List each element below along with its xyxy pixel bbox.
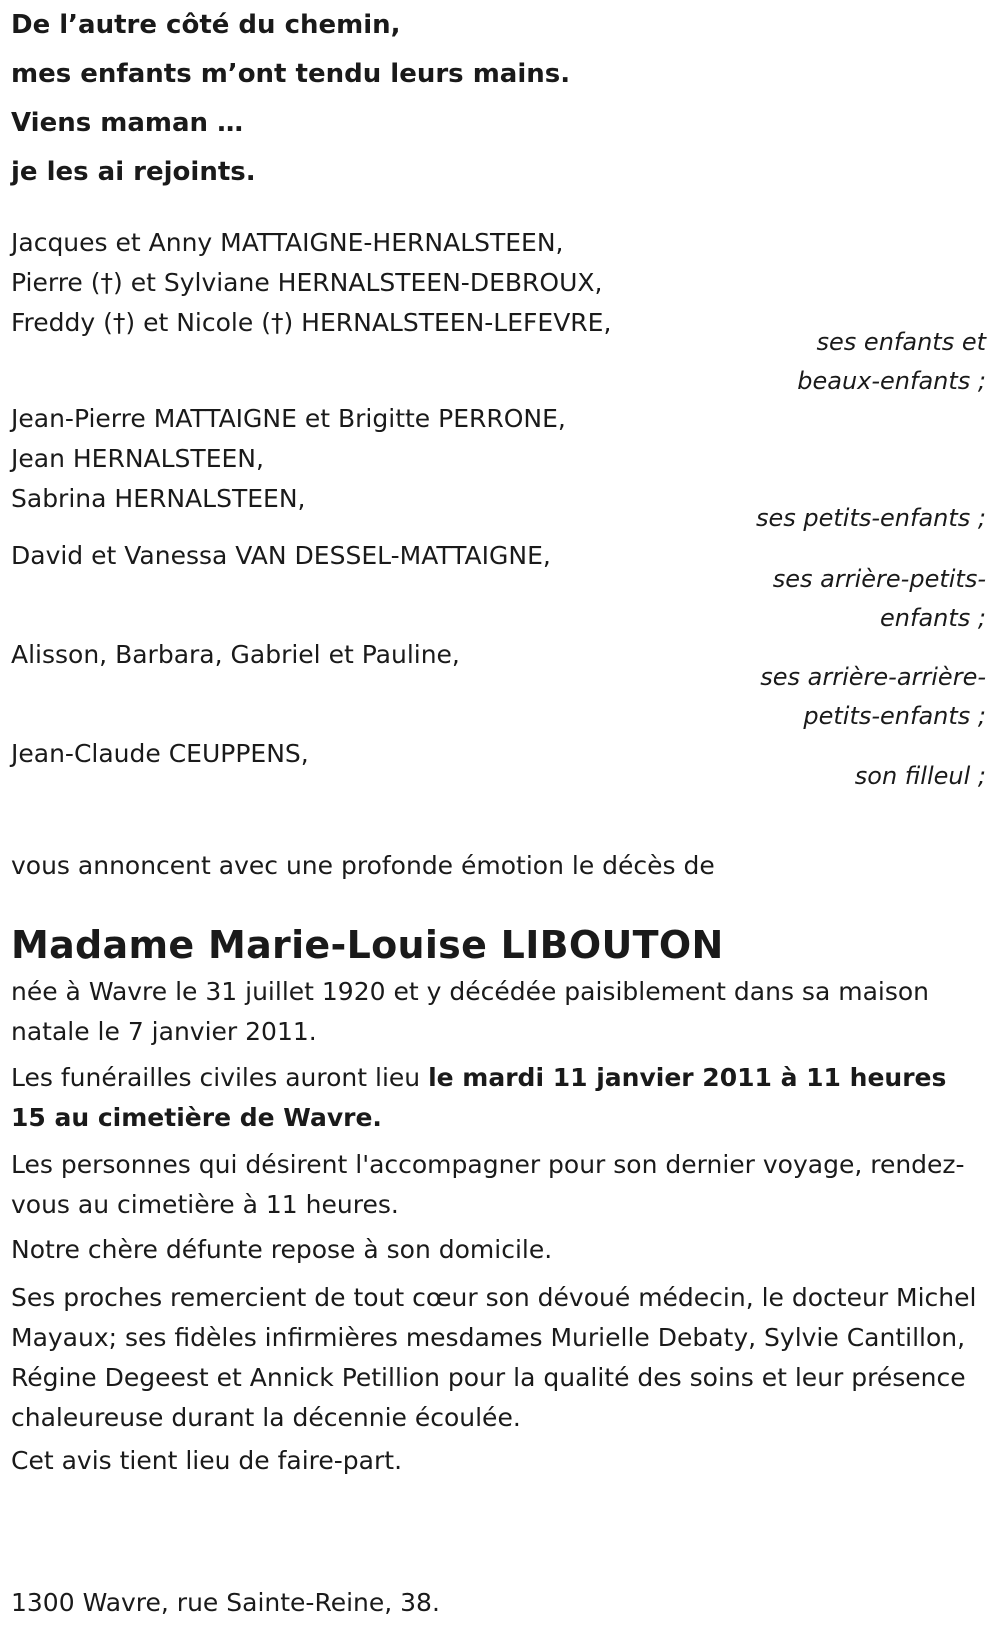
- relation-line: ses arrière-petits-: [772, 565, 986, 593]
- children-names: [11, 223, 611, 343]
- funeral-intro: Les funérailles civiles auront lieu: [11, 1063, 429, 1092]
- repose-text: [11, 1230, 980, 1270]
- address: 1300 Wavre, rue Sainte-Reine, 38.: [11, 1588, 440, 1617]
- notice-text: [11, 1441, 980, 1481]
- family-name-line: Jacques et Anny MATTAIGNE-HERNALSTEEN,: [11, 228, 564, 257]
- repose-paragraph: Notre chère défunte repose à son domicile.: [11, 1235, 553, 1264]
- relation-line: son filleul ;: [854, 762, 986, 790]
- great-grandchildren-names: [11, 536, 551, 576]
- poem-line: je les ai rejoints.: [11, 157, 256, 187]
- meeting-text: [11, 1145, 980, 1225]
- grandchildren-relation: [726, 499, 986, 538]
- family-name-line: Pierre (†) et Sylviane HERNALSTEEN-DEBROUX,: [11, 268, 603, 297]
- thanks-text: [11, 1278, 980, 1438]
- great-grandchildren-relation: [726, 560, 986, 638]
- meeting-paragraph: Les personnes qui désirent l'accompagner pour son dernier voyage, rendez-vous au cimetière à 11 heures.: [11, 1150, 965, 1219]
- relation-line: ses petits-enfants ;: [755, 504, 986, 532]
- great-great-grandchildren-names: [11, 635, 460, 675]
- funeral-text: [11, 1058, 980, 1138]
- family-name-line: Jean-Claude CEUPPENS,: [11, 739, 309, 768]
- funeral-details: le mardi 11 janvier 2011 à 11 heures 15 au cimetière de Wavre.: [11, 1063, 947, 1132]
- relation-line: ses enfants et: [816, 328, 986, 356]
- family-name-line: Sabrina HERNALSTEEN,: [11, 484, 306, 513]
- funeral-paragraph: [11, 1058, 980, 1138]
- godson-relation: [726, 757, 986, 796]
- relation-line: enfants ;: [880, 604, 986, 632]
- relation-line: beaux-enfants ;: [797, 367, 986, 395]
- poem-line: Viens maman …: [11, 108, 244, 138]
- family-name-line: Alisson, Barbara, Gabriel et Pauline,: [11, 640, 460, 669]
- children-relation: [726, 323, 986, 401]
- deceased-name: Madame Marie-Louise LIBOUTON: [11, 923, 724, 967]
- poem-line: De l’autre côté du chemin,: [11, 10, 401, 40]
- grandchildren-names: [11, 399, 566, 519]
- announcement: vous annoncent avec une profonde émotion le décès de: [11, 851, 715, 880]
- godson-names: [11, 734, 309, 774]
- relation-line: petits-enfants ;: [803, 702, 986, 730]
- poem-line: mes enfants m’ont tendu leurs mains.: [11, 59, 571, 89]
- birth-death-paragraph: née à Wavre le 31 juillet 1920 et y décédée paisiblement dans sa maison natale le 7 janvier 2011.: [11, 977, 930, 1046]
- family-name-line: David et Vanessa VAN DESSEL-MATTAIGNE,: [11, 541, 551, 570]
- family-name-line: Freddy (†) et Nicole (†) HERNALSTEEN-LEFEVRE,: [11, 308, 612, 337]
- family-name-line: Jean HERNALSTEEN,: [11, 444, 264, 473]
- great-great-grandchildren-relation: [726, 658, 986, 736]
- birth-death-text: [11, 972, 980, 1052]
- poem: [11, 8, 570, 204]
- family-name-line: Jean-Pierre MATTAIGNE et Brigitte PERRONE,: [11, 404, 566, 433]
- relation-line: ses arrière-arrière-: [760, 663, 986, 691]
- thanks-paragraph: Ses proches remercient de tout cœur son dévoué médecin, le docteur Michel Mayaux; ses fidèles infirmières mesdames Murielle Debaty, Sylvie Cantillon, Régine Degeest et Annick Petillion pour la qualité des soins et leur présence chaleureuse durant la décennie écoulée.: [11, 1283, 977, 1432]
- notice-paragraph: Cet avis tient lieu de faire-part.: [11, 1446, 403, 1475]
